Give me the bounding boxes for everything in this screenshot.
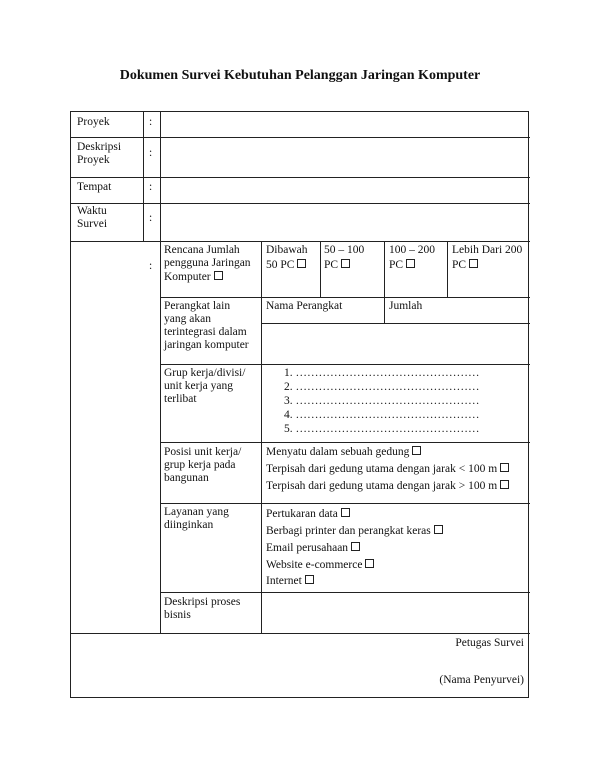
list-item[interactable]: 5. ………………………………………… bbox=[284, 423, 480, 435]
colon: : bbox=[149, 260, 153, 272]
option-menyatu bbox=[266, 446, 421, 459]
row-divider bbox=[71, 203, 530, 204]
label-text: 50 PC bbox=[266, 259, 295, 271]
label-text: Internet bbox=[266, 575, 302, 587]
col-divider bbox=[320, 241, 321, 297]
row-divider bbox=[71, 633, 530, 634]
label-grup: terlibat bbox=[164, 393, 197, 405]
option-50-100 bbox=[324, 259, 350, 272]
checkbox-icon[interactable] bbox=[500, 480, 509, 489]
option-lebih-200: Lebih Dari 200 bbox=[452, 244, 523, 256]
label-perangkat: jaringan komputer bbox=[164, 339, 249, 351]
label-rencana: Rencana Jumlah bbox=[164, 244, 240, 256]
label-waktu: Survei bbox=[77, 218, 108, 230]
label-text: Terpisah dari gedung utama dengan jarak > 100 m bbox=[266, 480, 498, 492]
label-grup: unit kerja yang bbox=[164, 380, 233, 392]
checkbox-icon[interactable] bbox=[214, 271, 223, 280]
checkbox-icon[interactable] bbox=[341, 508, 350, 517]
option-100-200 bbox=[389, 259, 415, 272]
option-50-100: 50 – 100 bbox=[324, 244, 365, 256]
nama-penyurvei-label: (Nama Penyurvei) bbox=[439, 674, 524, 686]
colon: : bbox=[149, 212, 153, 224]
col-divider bbox=[447, 241, 448, 297]
label-perangkat: terintegrasi dalam bbox=[164, 326, 247, 338]
col-divider bbox=[143, 112, 144, 241]
label-text: PC bbox=[324, 259, 339, 271]
option-100-200: 100 – 200 bbox=[389, 244, 435, 256]
label-rencana bbox=[164, 271, 223, 284]
list-item[interactable]: 1. ………………………………………… bbox=[284, 367, 480, 379]
checkbox-icon[interactable] bbox=[341, 259, 350, 268]
row-divider bbox=[160, 442, 530, 443]
col-divider bbox=[261, 241, 262, 633]
colon: : bbox=[149, 181, 153, 193]
label-posisi: bangunan bbox=[164, 472, 209, 484]
checkbox-icon[interactable] bbox=[351, 542, 360, 551]
option-internet bbox=[266, 575, 314, 588]
checkbox-icon[interactable] bbox=[469, 259, 478, 268]
label-text: Komputer bbox=[164, 271, 211, 283]
label-text: Email perusahaan bbox=[266, 542, 349, 554]
checkbox-icon[interactable] bbox=[297, 259, 306, 268]
col-divider bbox=[160, 112, 161, 633]
checkbox-icon[interactable] bbox=[365, 559, 374, 568]
row-divider bbox=[160, 297, 530, 298]
document-title: Dokumen Survei Kebutuhan Pelanggan Jaringan Komputer bbox=[119, 68, 481, 83]
label-tempat: Tempat bbox=[77, 181, 112, 193]
label-perangkat: Perangkat lain bbox=[164, 300, 231, 312]
label-text: Website e-commerce bbox=[266, 559, 363, 571]
label-text: Terpisah dari gedung utama dengan jarak < 100 m bbox=[266, 463, 498, 475]
column-header-jumlah: Jumlah bbox=[389, 300, 423, 312]
row-divider bbox=[71, 177, 530, 178]
label-text: Pertukaran data bbox=[266, 508, 338, 520]
label-text: Menyatu dalam sebuah gedung bbox=[266, 446, 410, 458]
option-terpisah-lebih bbox=[266, 480, 509, 493]
row-divider bbox=[160, 592, 530, 593]
option-dibawah-50 bbox=[266, 259, 306, 272]
label-waktu: Waktu bbox=[77, 205, 107, 217]
label-posisi: Posisi unit kerja/ bbox=[164, 446, 242, 458]
label-layanan: Layanan yang bbox=[164, 506, 229, 518]
label-text: Berbagi printer dan perangkat keras bbox=[266, 525, 431, 537]
label-posisi: grup kerja pada bbox=[164, 459, 236, 471]
list-item[interactable]: 2. ………………………………………… bbox=[284, 381, 480, 393]
checkbox-icon[interactable] bbox=[305, 575, 314, 584]
option-email bbox=[266, 542, 360, 555]
label-grup: Grup kerja/divisi/ bbox=[164, 367, 246, 379]
checkbox-icon[interactable] bbox=[412, 446, 421, 455]
petugas-survei-label: Petugas Survei bbox=[455, 637, 524, 649]
row-divider bbox=[71, 241, 530, 242]
column-header-nama-perangkat: Nama Perangkat bbox=[266, 300, 343, 312]
row-divider bbox=[71, 137, 530, 138]
label-text: PC bbox=[389, 259, 404, 271]
checkbox-icon[interactable] bbox=[406, 259, 415, 268]
row-divider bbox=[160, 503, 530, 504]
option-pertukaran-data bbox=[266, 508, 350, 521]
label-deskripsi: Proyek bbox=[77, 154, 110, 166]
label-layanan: diinginkan bbox=[164, 519, 214, 531]
row-divider bbox=[261, 323, 530, 324]
label-proses: Deskripsi proses bbox=[164, 596, 241, 608]
option-berbagi-printer bbox=[266, 525, 443, 538]
label-rencana: pengguna Jaringan bbox=[164, 257, 251, 269]
survey-form bbox=[70, 111, 529, 698]
label-proses: bisnis bbox=[164, 609, 191, 621]
row-divider bbox=[160, 364, 530, 365]
list-item[interactable]: 3. ………………………………………… bbox=[284, 395, 480, 407]
label-text: PC bbox=[452, 259, 467, 271]
label-proyek: Proyek bbox=[77, 116, 110, 128]
colon: : bbox=[149, 116, 153, 128]
colon: : bbox=[149, 147, 153, 159]
checkbox-icon[interactable] bbox=[434, 525, 443, 534]
label-deskripsi: Deskripsi bbox=[77, 141, 122, 153]
option-terpisah-kurang bbox=[266, 463, 509, 476]
label-perangkat: yang akan bbox=[164, 313, 211, 325]
option-website bbox=[266, 559, 374, 572]
col-divider bbox=[384, 241, 385, 323]
option-lebih-200 bbox=[452, 259, 478, 272]
list-item[interactable]: 4. ………………………………………… bbox=[284, 409, 480, 421]
option-dibawah-50: Dibawah bbox=[266, 244, 308, 256]
checkbox-icon[interactable] bbox=[500, 463, 509, 472]
